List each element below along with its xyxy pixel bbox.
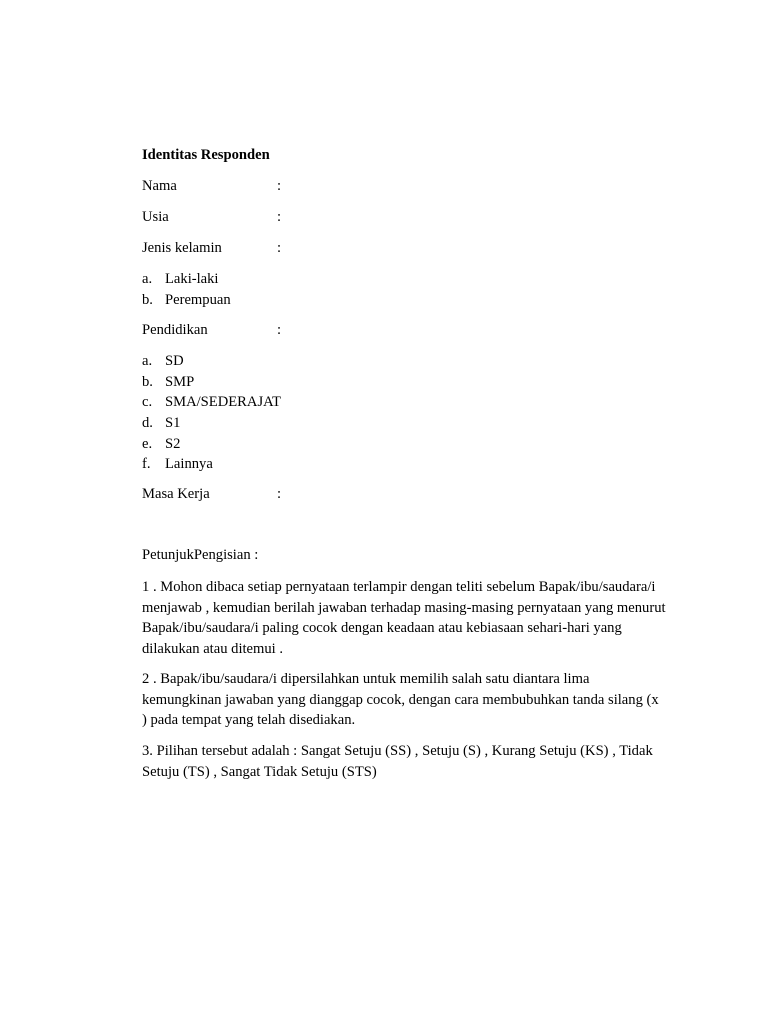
option-marker: a.	[142, 353, 153, 369]
instruction-paragraph-2: 2 . Bapak/ibu/saudara/i dipersilahkan untuk memilih salah satu diantara lima kemungkinan jawaban yang dianggap cocok, dengan cara membubuhkan tanda silang (x ) pada tempat yang telah disediakan.	[142, 671, 659, 729]
option-text: Perempuan	[165, 291, 231, 308]
option-marker: d.	[142, 415, 153, 432]
option-text: SD	[165, 353, 184, 369]
option-marker: a.	[142, 271, 153, 287]
field-masa-kerja-label: Masa Kerja	[142, 486, 210, 502]
option-text: SMA/SEDERAJAT	[165, 394, 281, 411]
respondent-identity-heading: Identitas Responden	[142, 147, 270, 163]
option-text: S1	[165, 415, 181, 432]
field-masa-kerja	[142, 484, 442, 505]
field-usia-label: Usia	[142, 209, 169, 225]
field-pendidikan-colon: :	[277, 322, 282, 338]
option-marker: e.	[142, 435, 153, 452]
option-marker: c.	[142, 394, 153, 411]
field-nama-label: Nama	[142, 178, 177, 194]
field-usia	[142, 207, 442, 228]
instructions-heading: PetunjukPengisian :	[142, 547, 259, 563]
option-text: Lainnya	[165, 456, 213, 473]
field-jenis-kelamin-label: Jenis kelamin	[142, 240, 222, 256]
option-text: S2	[165, 435, 181, 452]
option-text: Laki-laki	[165, 271, 219, 287]
field-pendidikan	[142, 320, 442, 341]
field-masa-kerja-colon: :	[277, 486, 282, 502]
field-usia-colon: :	[277, 209, 282, 225]
field-nama-colon: :	[277, 178, 282, 194]
field-pendidikan-label: Pendidikan	[142, 322, 208, 338]
field-nama	[142, 176, 442, 197]
option-marker: b.	[142, 291, 153, 308]
instruction-paragraph-1: 1 . Mohon dibaca setiap pernyataan terlampir dengan teliti sebelum Bapak/ibu/saudara/i menjawab , kemudian berilah jawaban terhadap masing-masing pernyataan yang menurut Bapak/ibu/saudara/i paling cocok dengan keadaan atau kebiasaan sehari-hari yang dilakukan atau ditemui .	[142, 579, 666, 658]
field-jenis-kelamin-colon: :	[277, 240, 282, 256]
option-marker: f.	[142, 456, 151, 473]
instruction-paragraph-3: 3. Pilihan tersebut adalah : Sangat Setuju (SS) , Setuju (S) , Kurang Setuju (KS) , Tidak Setuju (TS) , Sangat Tidak Setuju (STS)	[142, 743, 653, 780]
option-marker: b.	[142, 373, 153, 390]
option-text: SMP	[165, 373, 195, 390]
field-jenis-kelamin	[142, 238, 442, 259]
